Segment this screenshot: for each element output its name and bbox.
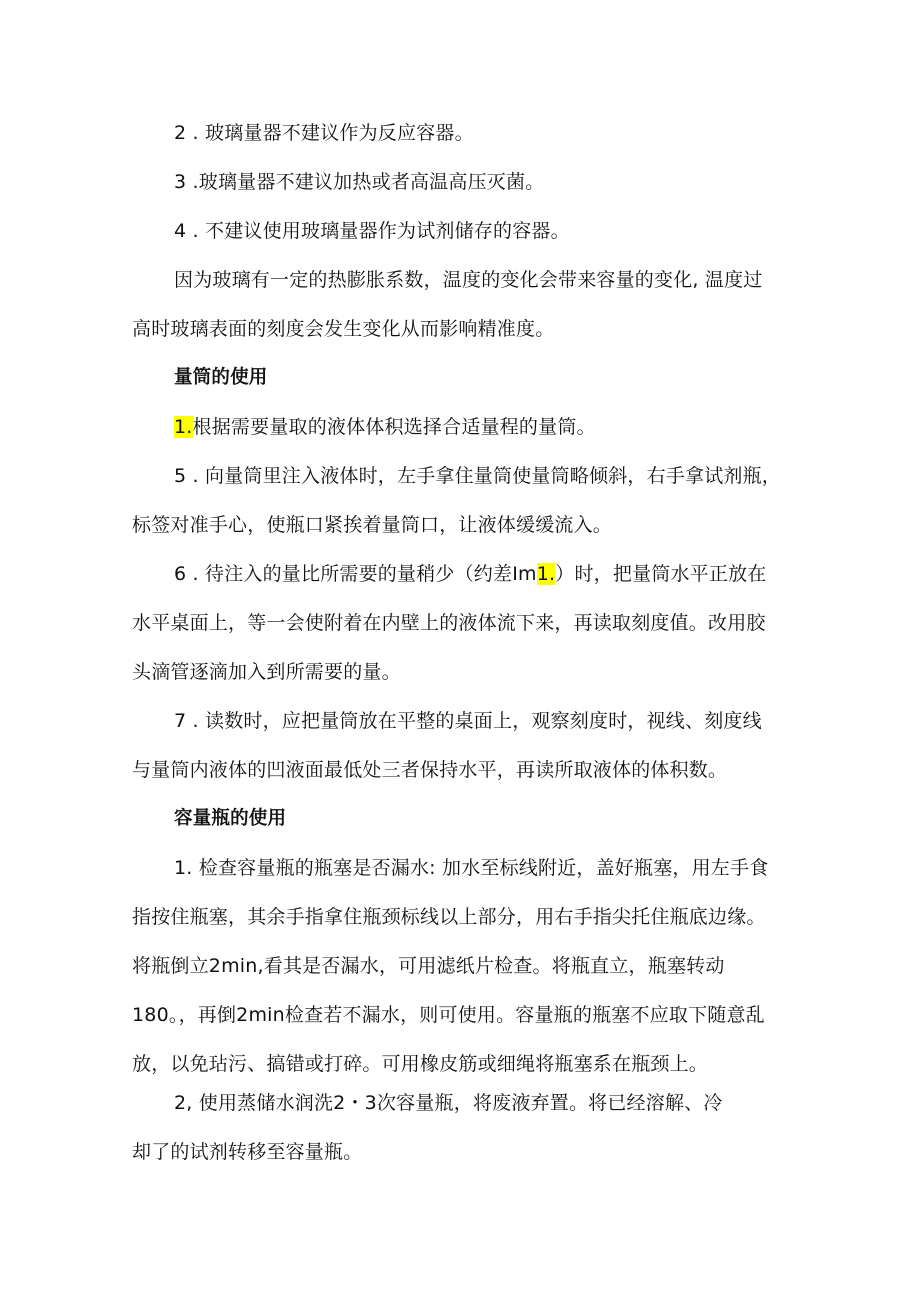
paragraph-line: 2, 使用蒸储水润洗2・3次容量瓶，将废液弃置。将已经溶解、冷 (174, 1092, 723, 1114)
paragraph-line (174, 561, 766, 587)
paragraph-line: 3 .玻璃量器不建议加热或者高温高压灭菌。 (174, 171, 545, 193)
paragraph-line: 标签对准手心，使瓶口紧挨着量筒口，让液体缓缓流入。 (132, 514, 613, 536)
paragraph-line: 水平桌面上，等一会使附着在内壁上的液体流下来，再读取刻度值。改用胶 (132, 612, 766, 634)
paragraph-line: 与量筒内液体的凹液面最低处三者保持水平，再读所取液体的体积数。 (132, 759, 728, 781)
paragraph-line: 180。，再倒2min检查若不漏水，则可使用。容量瓶的瓶塞不应取下随意乱 (132, 1004, 765, 1026)
paragraph-line (174, 414, 596, 440)
paragraph-line: 头滴管逐滴加入到所需要的量。 (132, 661, 401, 683)
paragraph-line: 5 . 向量筒里注入液体时，左手拿住量筒使量筒略倾斜，右手拿试剂瓶， (174, 465, 782, 487)
highlighted-text: 1. (536, 563, 556, 585)
paragraph-line: 2 . 玻璃量器不建议作为反应容器。 (174, 122, 474, 144)
paragraph-line: 却了的试剂转移至容量瓶。 (132, 1141, 363, 1163)
paragraph-line: 将瓶倒立2min,看其是否漏水，可用滤纸片检查。将瓶直立，瓶塞转动 (132, 955, 725, 977)
paragraph-line: 因为玻璃有一定的热膨胀系数，温度的变化会带来容量的变化, 温度过 (174, 269, 763, 291)
paragraph-line: 7 . 读数时，应把量筒放在平整的桌面上，观察刻度时，视线、刻度线 (174, 710, 762, 732)
paragraph-text: ）时，把量筒水平正放在 (555, 563, 767, 585)
section-heading: 容量瓶的使用 (174, 808, 287, 829)
paragraph-line: 高时玻璃表面的刻度会发生变化从而影响精准度。 (132, 318, 555, 340)
paragraph-line: 指按住瓶塞，其余手指拿住瓶颈标线以上部分，用右手指尖托住瓶底边缘。 (132, 906, 766, 928)
paragraph-line: 1. 检查容量瓶的瓶塞是否漏水: 加水至标线附近，盖好瓶塞，用左手食 (174, 857, 769, 879)
highlighted-text: 1. (174, 416, 193, 438)
section-heading: 量筒的使用 (174, 367, 268, 388)
paragraph-line: 放，以免玷污、搞错或打碎。可用橡皮筋或细绳将瓶塞系在瓶颈上。 (132, 1053, 709, 1075)
paragraph-text: 6 . 待注入的量比所需要的量稍少（约差Im (174, 563, 537, 585)
paragraph-line: 4 . 不建议使用玻璃量器作为试剂储存的容器。 (174, 220, 570, 242)
paragraph-text: 根据需要量取的液体体积选择合适量程的量筒。 (192, 416, 596, 438)
